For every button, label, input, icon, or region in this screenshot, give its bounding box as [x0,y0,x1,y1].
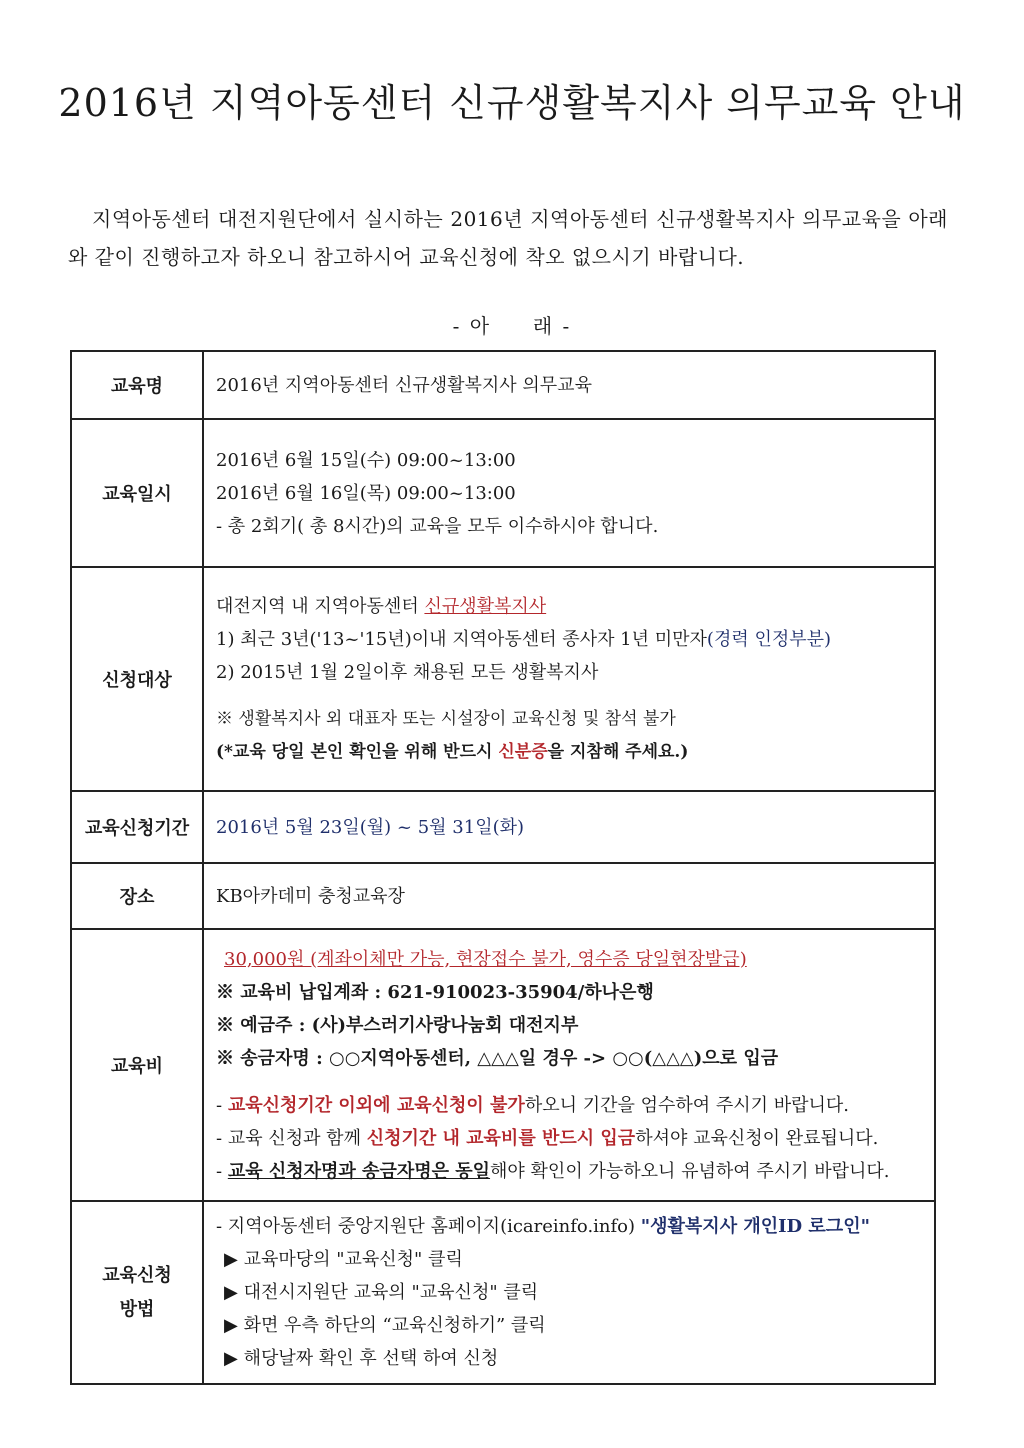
label-fee: 교육비 [71,929,203,1201]
fee-note-2-rest: 하셔야 교육신청이 완료됩니다. [635,1127,879,1149]
method-step-2: ▶ 대전시지원단 교육의 "교육신청" 클릭 [224,1282,539,1303]
login-highlight: "생활복지사 개인ID 로그인" [640,1216,870,1237]
target-note-2 [216,736,922,769]
fee-note-3-highlight: 교육 신청자명과 송금자명은 동일 [227,1160,491,1182]
row-period [71,791,935,863]
target-line-3: 2) 2015년 1월 2일이후 채용된 모든 생활복지사 [216,661,599,683]
fee-account: ※ 교육비 납입계좌 : 621-910023-35904/하나은행 [216,981,654,1003]
value-target [203,567,935,791]
target-line-1-text: 대전지역 내 지역아동센터 [216,595,425,617]
target-note-1: ※ 생활복지사 외 대표자 또는 시설장이 교육신청 및 참석 불가 [216,708,676,729]
fee-note-3-dash: - [216,1160,228,1182]
document-title: 2016년 지역아동센터 신규생활복지사 의무교육 안내 [58,81,966,125]
info-table [70,350,936,1385]
row-place [71,863,935,929]
label-datetime: 교육일시 [71,419,203,567]
target-line-2 [216,623,922,656]
row-method [71,1201,935,1384]
label-period: 교육신청기간 [71,791,203,863]
label-method [71,1201,203,1384]
intro-text: 지역아동센터 대전지원단에서 실시하는 2016년 지역아동센터 신규생활복지사 의무교육을 아래와 같이 진행하고자 하오니 참고하시어 교육신청에 착오 없으시기 바랍니다. [68,207,948,269]
value-course-name [203,351,935,419]
period-text: 2016년 5월 23일(월) ~ 5월 31일(화) [216,816,525,838]
fee-holder: ※ 예금주 : (사)부스러기사랑나눔회 대전지부 [216,1014,579,1036]
method-step-3: ▶ 화면 우측 하단의 “교육신청하기” 클릭 [224,1315,546,1336]
value-period [203,791,935,863]
method-step-1: ▶ 교육마당의 "교육신청" 클릭 [224,1249,463,1270]
row-target [71,567,935,791]
datetime-note: - 총 2회기( 총 8시간)의 교육을 모두 이수하시야 합니다. [216,515,659,537]
target-career-note: (경력 인정부분) [706,628,832,650]
row-datetime [71,419,935,567]
below-marker: - 아 래 - [452,314,572,338]
datetime-line-2: 2016년 6월 16일(목) 09:00~13:00 [216,482,516,504]
fee-note-1-dash: - [216,1094,228,1116]
fee-note-2-highlight: 신청기간 내 교육비를 반드시 입금 [366,1127,636,1149]
fee-amount: 30,000원 (계좌이체만 가능, 현장접수 불가, 영수증 당일현장발급) [224,948,747,970]
value-fee [203,929,935,1201]
row-course-name [71,351,935,419]
datetime-line-1: 2016년 6월 15일(수) 09:00~13:00 [216,449,516,471]
fee-sender: ※ 송금자명 : ○○지역아동센터, △△△일 경우 -> ○○(△△△)으로 입금 [216,1047,779,1069]
fee-note-2-prefix: - 교육 신청과 함께 [216,1127,367,1149]
target-note-2-prefix: (*교육 당일 본인 확인을 위해 반드시 [216,741,499,762]
target-note-2-suffix: 을 지참해 주세요.) [547,741,689,762]
target-line-2-text: 1) 최근 3년('13~'15년)이내 지역아동센터 종사자 1년 미만자 [216,628,707,650]
value-place [203,863,935,929]
value-datetime [203,419,935,567]
intro-paragraph [68,200,948,276]
method-step-4: ▶ 해당날짜 확인 후 선택 하여 신청 [224,1348,499,1369]
fee-note-3 [216,1155,922,1188]
target-highlight: 신규생활복지사 [424,595,547,617]
method-line-1-text: - 지역아동센터 중앙지원단 홈페이지(icareinfo.info) [216,1216,641,1237]
fee-note-1-highlight: 교육신청기간 이외에 교육신청이 불가 [227,1094,525,1116]
target-line-1 [216,590,922,623]
value-method [203,1201,935,1384]
fee-gap [216,1075,922,1089]
target-gap [216,689,922,703]
fee-note-1-rest: 하오니 기간을 엄수하여 주시기 바랍니다. [524,1094,850,1116]
fee-note-3-rest: 해야 확인이 가능하오니 유념하여 주시기 바랍니다. [490,1160,890,1182]
method-line-1 [216,1210,922,1243]
label-method-line-1: 교육신청 [102,1264,172,1286]
fee-note-1 [216,1089,922,1122]
label-method-line-2: 방법 [119,1298,155,1320]
id-card-highlight: 신분증 [498,741,548,762]
course-name-text: 2016년 지역아동센터 신규생활복지사 의무교육 [216,374,592,396]
label-place: 장소 [71,863,203,929]
place-text: KB아카데미 충청교육장 [216,885,405,907]
label-target: 신청대상 [71,567,203,791]
row-fee [71,929,935,1201]
fee-note-2 [216,1122,922,1155]
label-course-name: 교육명 [71,351,203,419]
